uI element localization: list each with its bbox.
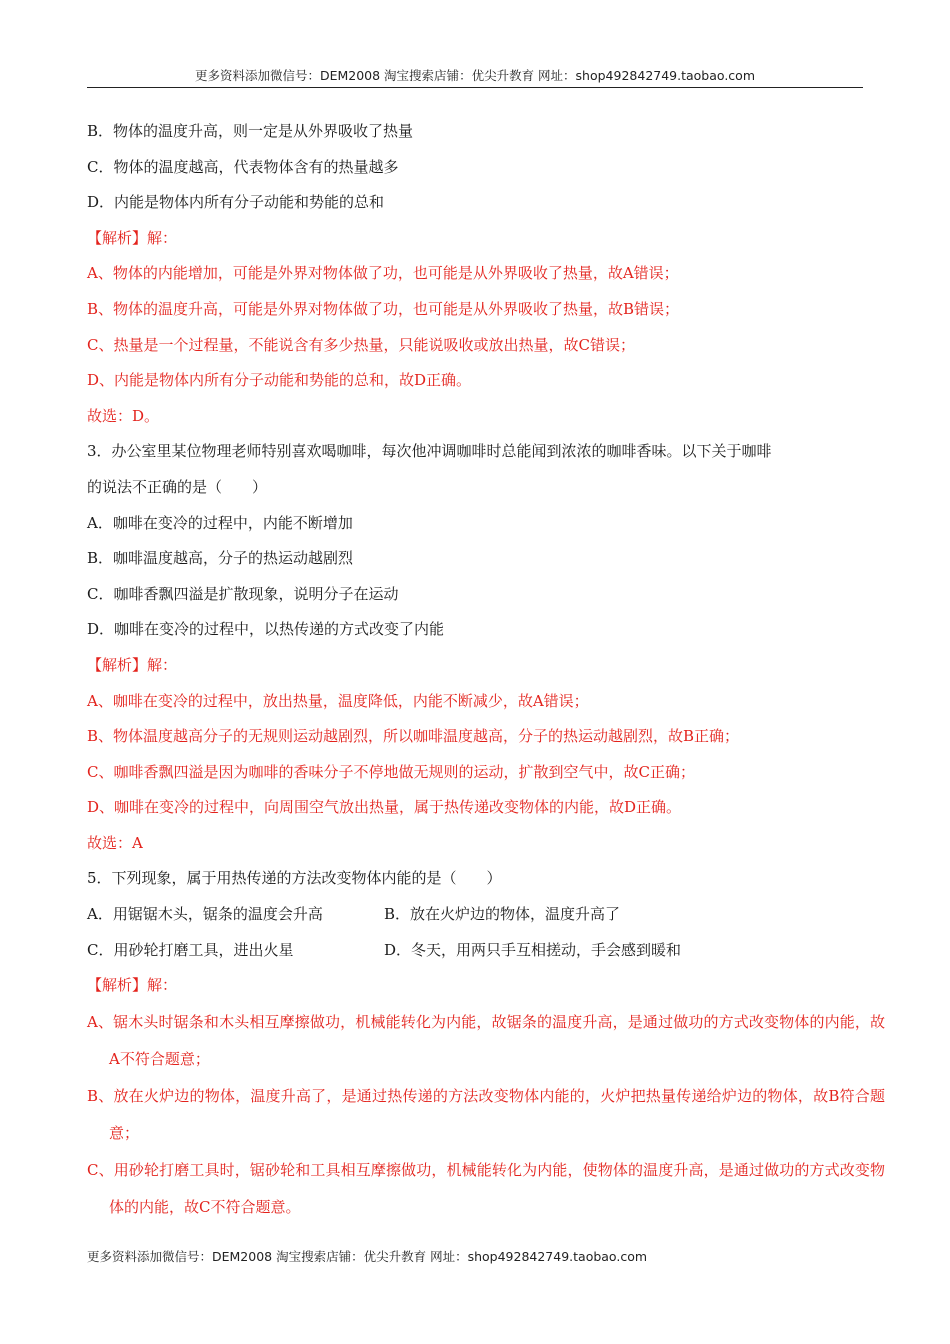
q5-option-c: C．用砂轮打磨工具，进出火星 (87, 940, 294, 959)
q3-option-b: B．咖啡温度越高，分子的热运动越剧烈 (87, 549, 354, 568)
q2-option-d-text: D．内能是物体内所有分子动能和势能的总和 (87, 193, 385, 212)
q2-analysis-b: B、物体的温度升高，可能是外界对物体做了功，也可能是从外界吸收了热量，故B错误； (87, 299, 680, 318)
q3-stem-line1: 3．办公室里某位物理老师特别喜欢喝咖啡，每次他冲调咖啡时总能闻到浓浓的咖啡香味。以下关于咖啡 (87, 442, 772, 461)
analysis-intro: 解： (147, 228, 178, 247)
analysis-label: 【解析】 (87, 976, 148, 995)
q3-option-c: C．咖啡香飘四溢是扩散现象，说明分子在运动 (87, 584, 399, 603)
page-footer: 更多资料添加微信号：DEM2008 淘宝搜索店铺：优尖升教育 网址：shop492842749.taobao.com (87, 1249, 648, 1264)
q3-analysis-c: C、咖啡香飘四溢是因为咖啡的香味分子不停地做无规则的运动，扩散到空气中，故C正确； (87, 762, 695, 781)
q3-analysis-b: B、物体温度越高分子的无规则运动越剧烈，所以咖啡温度越高，分子的热运动越剧烈，故B正确； (87, 727, 740, 746)
q5-analysis-b: B、放在火炉边的物体，温度升高了，是通过热传递的方法改变物体内能的，火炉把热量传递给炉边的物体，故B符合题意； (87, 1086, 885, 1142)
q3-analysis-d: D、咖啡在变冷的过程中，向周围空气放出热量，属于热传递改变物体的内能，故D正确。 (87, 798, 682, 817)
q5-analysis-heading (87, 968, 865, 1004)
q5-option-b: B．放在火炉边的物体，温度升高了 (384, 905, 621, 924)
analysis-label: 【解析】 (87, 655, 148, 674)
q3-stem-line2: 的说法不正确的是（ ） (87, 477, 268, 496)
document-body (87, 114, 885, 1226)
q2-analysis-d: D、内能是物体内所有分子动能和势能的总和，故D正确。 (87, 371, 472, 390)
q3-option-d: D．咖啡在变冷的过程中，以热传递的方式改变了内能 (87, 620, 445, 639)
q5-option-a: A．用锯锯木头，锯条的温度会升高 (87, 905, 323, 924)
header-divider (87, 87, 863, 88)
analysis-intro: 解： (147, 976, 178, 995)
q5-options-row1 (87, 897, 865, 933)
q2-analysis-a: A、物体的内能增加，可能是外界对物体做了功，也可能是从外界吸收了热量，故A错误； (87, 264, 679, 283)
q2-answer: 故选：D。 (87, 406, 160, 425)
q3-answer: 故选：A (87, 833, 143, 852)
q2-option-c (87, 150, 865, 186)
analysis-intro: 解： (147, 655, 178, 674)
analysis-label: 【解析】 (87, 228, 148, 247)
q5-stem: 5．下列现象，属于用热传递的方法改变物体内能的是（ ） (87, 869, 502, 888)
page-header: 更多资料添加微信号：DEM2008 淘宝搜索店铺：优尖升教育 网址：shop492842749.taobao.com (194, 68, 756, 83)
q3-analysis-heading (87, 648, 865, 684)
q5-option-d: D．冬天，用两只手互相搓动，手会感到暖和 (384, 940, 682, 959)
q2-analysis-heading (87, 221, 865, 257)
q2-option-d (87, 185, 865, 221)
q2-analysis-c: C、热量是一个过程量，不能说含有多少热量，只能说吸收或放出热量，故C错误； (87, 335, 635, 354)
q5-analysis-c: C、用砂轮打磨工具时，锯砂轮和工具相互摩擦做功，机械能转化为内能，使物体的温度升高，是通过做功的方式改变物体的内能，故C不符合题意。 (87, 1160, 885, 1216)
q3-option-a: A．咖啡在变冷的过程中，内能不断增加 (87, 513, 353, 532)
q2-option-b (87, 114, 865, 150)
q5-options-row2 (87, 933, 865, 969)
q5-analysis-a: A、锯木头时锯条和木头相互摩擦做功，机械能转化为内能，故锯条的温度升高，是通过做功的方式改变物体的内能，故A不符合题意； (87, 1012, 885, 1068)
q2-option-c-text: C．物体的温度越高，代表物体含有的热量越多 (87, 157, 399, 176)
q3-analysis-a: A、咖啡在变冷的过程中，放出热量，温度降低，内能不断减少，故A错误； (87, 691, 589, 710)
q2-option-b-text: B．物体的温度升高，则一定是从外界吸收了热量 (87, 122, 414, 140)
